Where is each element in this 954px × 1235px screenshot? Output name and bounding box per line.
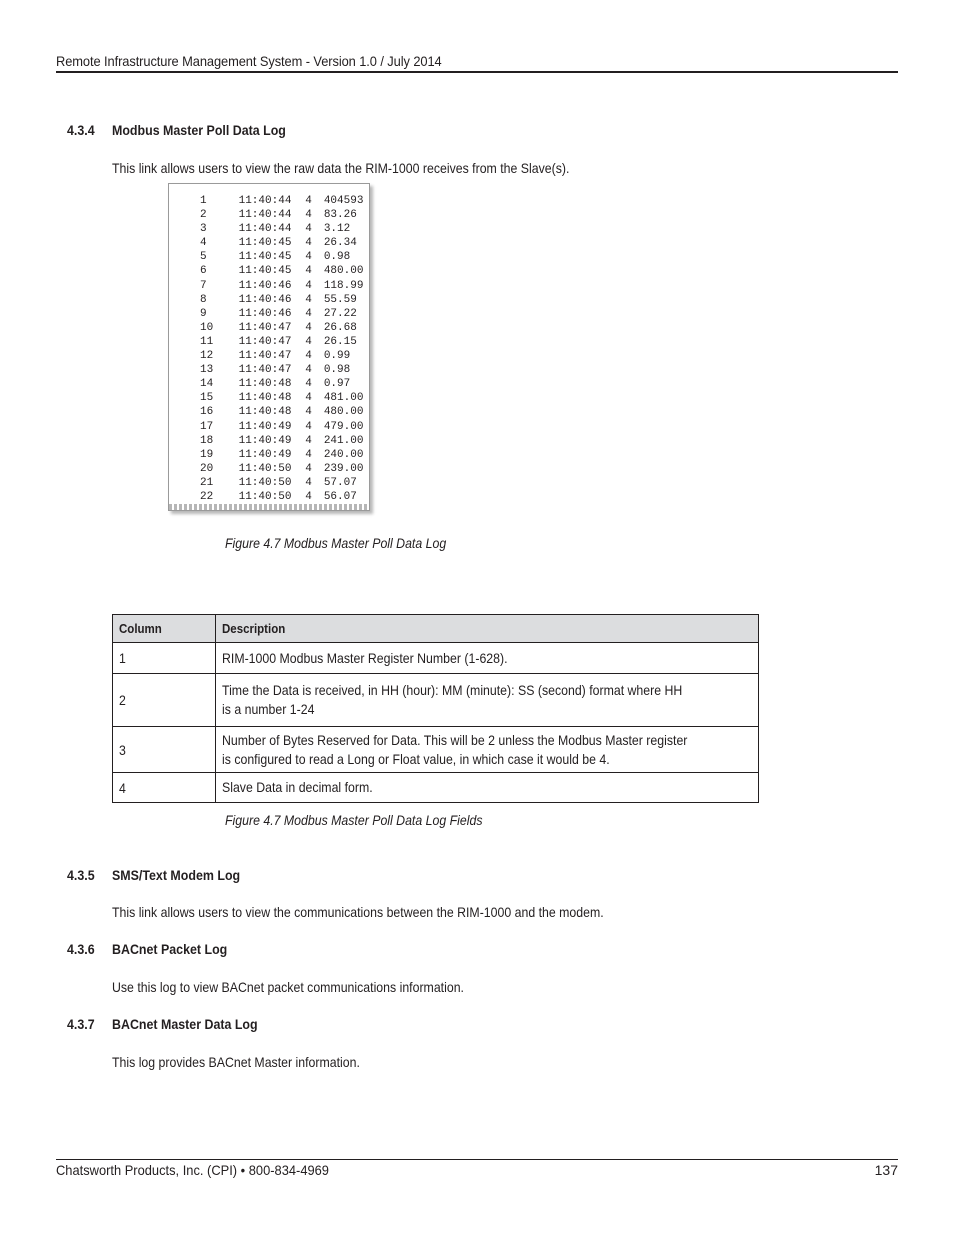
log-time: 11:40:45: [238, 237, 292, 250]
log-row: [169, 363, 363, 377]
log-value: 404593: [323, 195, 364, 207]
log-row: [169, 391, 363, 405]
log-value: 55.59: [323, 293, 357, 306]
log-bytes: 4: [305, 307, 312, 320]
log-register-number: 1: [200, 195, 207, 207]
log-time: 11:40:50: [238, 462, 292, 475]
log-register-number: 7: [200, 279, 207, 292]
table-cell-column: 4: [113, 773, 216, 803]
log-bytes: 4: [305, 364, 312, 377]
log-time: 11:40:49: [238, 434, 292, 447]
log-row: [169, 405, 363, 419]
log-bytes: 4: [305, 195, 312, 207]
log-row: [169, 307, 363, 321]
log-register-number: 13: [200, 364, 214, 377]
section-body: This link allows users to view the raw data the RIM-1000 receives from the Slave(s).: [112, 160, 570, 176]
section-body: This log provides BACnet Master information.: [112, 1054, 360, 1070]
log-value: 56.07: [323, 490, 357, 503]
log-row: [169, 222, 363, 236]
log-screenshot: [168, 183, 370, 511]
log-time: 11:40:47: [238, 321, 292, 334]
log-value: 0.98: [323, 251, 351, 264]
log-value: 26.15: [323, 335, 357, 348]
log-time: 11:40:50: [238, 476, 292, 489]
table-cell-column: 1: [113, 643, 216, 674]
log-value: 479.00: [323, 420, 364, 433]
log-time: 11:40:46: [238, 307, 292, 320]
footer-rule: [56, 1159, 898, 1160]
log-register-number: 10: [200, 321, 214, 334]
log-row: [169, 264, 363, 278]
log-row: [169, 349, 363, 363]
log-bytes: 4: [305, 392, 312, 405]
log-row: [169, 420, 363, 434]
table-cell-description: Number of Bytes Reserved for Data. This will be 2 unless the Modbus Master register is configured to read a Long or Float value, in which case it would be 4.: [216, 727, 759, 773]
header-rule: [56, 71, 898, 73]
log-value: 241.00: [323, 434, 364, 447]
table-row: [113, 643, 759, 674]
table-row: [113, 674, 759, 727]
log-value: 3.12: [323, 223, 351, 236]
log-bytes: 4: [305, 378, 312, 391]
log-time: 11:40:50: [238, 490, 292, 503]
log-bytes: 4: [305, 434, 312, 447]
log-value: 83.26: [323, 209, 357, 222]
log-value: 481.00: [323, 392, 364, 405]
column-header: Column: [113, 615, 216, 643]
log-time: 11:40:47: [238, 364, 292, 377]
log-torn-edge: [169, 504, 369, 510]
log-bytes: 4: [305, 420, 312, 433]
log-time: 11:40:48: [238, 406, 292, 419]
section-body: This link allows users to view the communications between the RIM-1000 and the modem.: [112, 904, 604, 920]
log-value: 0.97: [323, 378, 351, 391]
log-register-number: 17: [200, 420, 214, 433]
log-register-number: 18: [200, 434, 214, 447]
section-title: SMS/Text Modem Log: [112, 868, 241, 883]
fields-table: [112, 614, 759, 803]
log-register-number: 15: [200, 392, 214, 405]
log-bytes: 4: [305, 265, 312, 278]
table-caption: Figure 4.7 Modbus Master Poll Data Log Fields: [225, 812, 483, 828]
page-header-title: Remote Infrastructure Management System - Version 1.0 / July 2014: [56, 53, 442, 69]
log-row: [169, 448, 363, 462]
table-cell-description: Slave Data in decimal form.: [216, 773, 759, 803]
section-number: 4.3.7: [67, 1017, 95, 1032]
log-bytes: 4: [305, 293, 312, 306]
section-title: Modbus Master Poll Data Log: [112, 123, 286, 138]
section-number: 4.3.4: [67, 123, 95, 138]
log-row: [169, 434, 363, 448]
log-bytes: 4: [305, 251, 312, 264]
section-number: 4.3.6: [67, 942, 95, 957]
log-row: [169, 476, 363, 490]
log-bytes: 4: [305, 321, 312, 334]
log-row: [169, 194, 363, 208]
log-register-number: 11: [200, 335, 214, 348]
log-row: [169, 462, 363, 476]
log-time: 11:40:49: [238, 448, 292, 461]
log-value: 27.22: [323, 307, 357, 320]
log-bytes: 4: [305, 462, 312, 475]
log-register-number: 4: [200, 237, 207, 250]
log-lines: [169, 194, 363, 504]
log-time: 11:40:46: [238, 293, 292, 306]
log-time: 11:40:48: [238, 392, 292, 405]
log-time: 11:40:44: [238, 195, 292, 207]
log-time: 11:40:47: [238, 335, 292, 348]
page-number: 137: [874, 1162, 898, 1178]
log-bytes: 4: [305, 209, 312, 222]
log-time: 11:40:44: [238, 223, 292, 236]
table-cell-description: Time the Data is received, in HH (hour): MM (minute): SS (second) format where HH is a number 1-24: [216, 674, 759, 727]
log-time: 11:40:45: [238, 251, 292, 264]
log-row: [169, 321, 363, 335]
log-row: [169, 335, 363, 349]
column-header: Description: [216, 615, 759, 643]
log-value: 26.34: [323, 237, 357, 250]
log-bytes: 4: [305, 406, 312, 419]
section-title: BACnet Packet Log: [112, 942, 228, 957]
log-value: 26.68: [323, 321, 357, 334]
table-row: [113, 727, 759, 773]
log-bytes: 4: [305, 223, 312, 236]
table-header-row: [113, 615, 759, 643]
log-bytes: 4: [305, 335, 312, 348]
log-register-number: 6: [200, 265, 207, 278]
log-row: [169, 490, 363, 504]
log-time: 11:40:47: [238, 350, 292, 363]
log-row: [169, 236, 363, 250]
log-register-number: 8: [200, 293, 207, 306]
log-register-number: 12: [200, 350, 214, 363]
log-bytes: 4: [305, 476, 312, 489]
section-title: BACnet Master Data Log: [112, 1017, 258, 1032]
log-value: 239.00: [323, 462, 364, 475]
log-register-number: 5: [200, 251, 207, 264]
table-cell-description: RIM-1000 Modbus Master Register Number (1-628).: [216, 643, 759, 674]
log-time: 11:40:48: [238, 378, 292, 391]
log-value: 0.99: [323, 350, 351, 363]
log-bytes: 4: [305, 279, 312, 292]
log-value: 480.00: [323, 265, 364, 278]
log-value: 57.07: [323, 476, 357, 489]
log-value: 480.00: [323, 406, 364, 419]
table-cell-column: 2: [113, 674, 216, 727]
log-time: 11:40:46: [238, 279, 292, 292]
log-register-number: 3: [200, 223, 207, 236]
log-bytes: 4: [305, 490, 312, 503]
footer-company: Chatsworth Products, Inc. (CPI) • 800-834-4969: [56, 1162, 329, 1178]
log-row: [169, 250, 363, 264]
table-row: [113, 773, 759, 803]
log-register-number: 16: [200, 406, 214, 419]
log-register-number: 19: [200, 448, 214, 461]
log-register-number: 9: [200, 307, 207, 320]
log-time: 11:40:44: [238, 209, 292, 222]
log-row: [169, 279, 363, 293]
log-register-number: 14: [200, 378, 214, 391]
log-time: 11:40:49: [238, 420, 292, 433]
log-row: [169, 293, 363, 307]
log-row: [169, 377, 363, 391]
log-bytes: 4: [305, 237, 312, 250]
table-cell-column: 3: [113, 727, 216, 773]
log-bytes: 4: [305, 350, 312, 363]
section-number: 4.3.5: [67, 868, 95, 883]
log-register-number: 2: [200, 209, 207, 222]
log-bytes: 4: [305, 448, 312, 461]
log-value: 240.00: [323, 448, 364, 461]
log-value: 118.99: [323, 279, 364, 292]
log-row: [169, 208, 363, 222]
log-time: 11:40:45: [238, 265, 292, 278]
log-register-number: 20: [200, 462, 214, 475]
log-register-number: 21: [200, 476, 214, 489]
log-value: 0.98: [323, 364, 351, 377]
figure-caption: Figure 4.7 Modbus Master Poll Data Log: [225, 535, 447, 551]
log-register-number: 22: [200, 490, 214, 503]
section-body: Use this log to view BACnet packet communications information.: [112, 979, 464, 995]
